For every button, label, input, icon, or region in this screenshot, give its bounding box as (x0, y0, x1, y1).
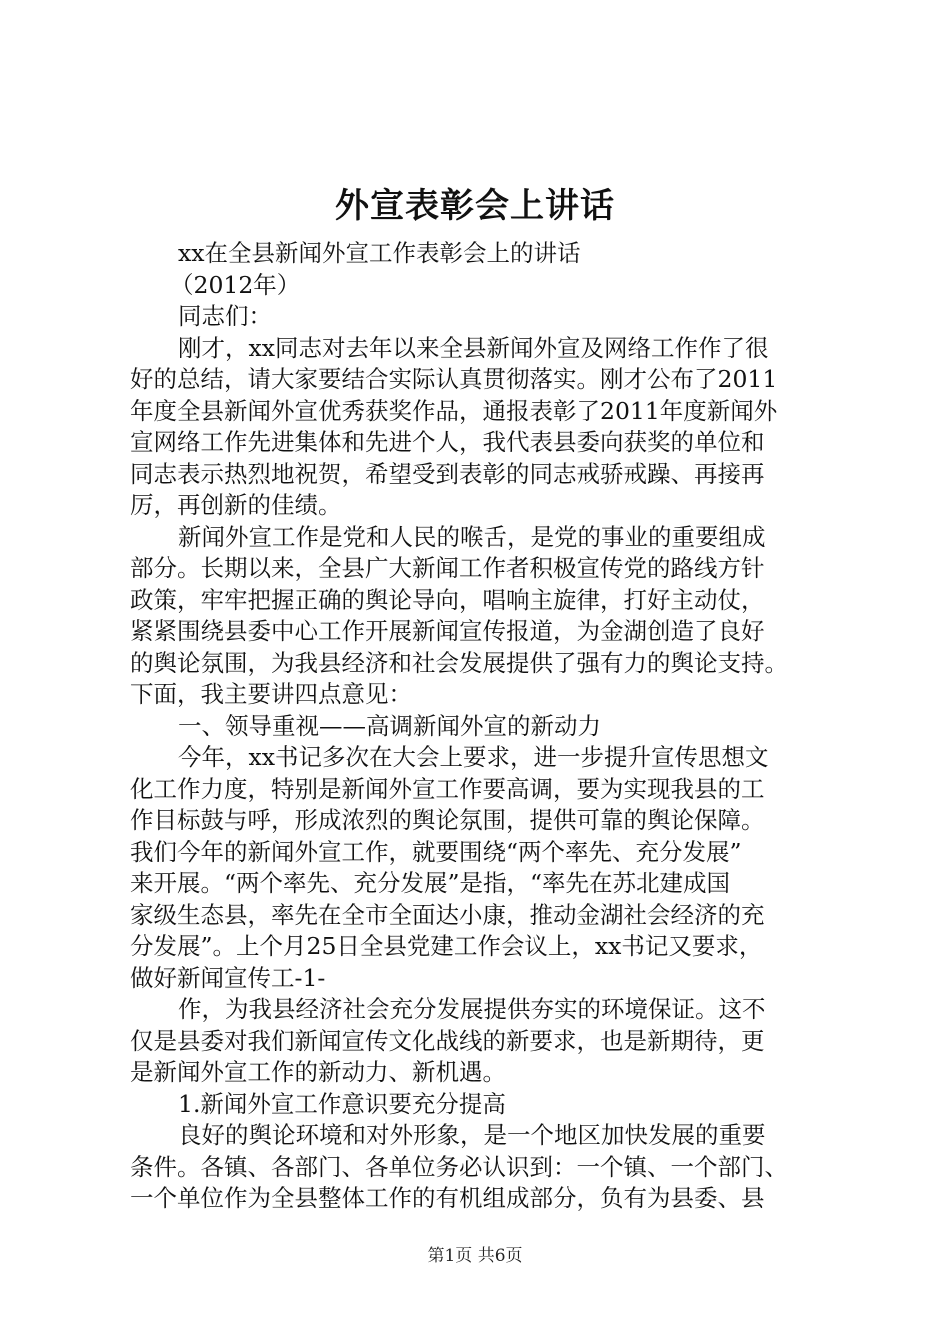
paragraph-line: 紧紧围绕县委中心工作开展新闻宣传报道，为金湖创造了良好 (130, 617, 765, 645)
paragraph-line: 厉，再创新的佳绩。 (130, 491, 342, 519)
subsection-heading: 1.新闻外宣工作意识要充分提高 (178, 1089, 506, 1118)
paragraph-line: 刚才，xx同志对去年以来全县新闻外宣及网络工作作了很 (178, 333, 769, 362)
paragraph-line: 来开展。“两个率先、充分发展”是指，“率先在苏北建成国 (130, 869, 731, 897)
document-body (130, 238, 850, 1215)
section-heading: 一、领导重视——高调新闻外宣的新动力 (178, 711, 601, 740)
paragraph-line: 一个单位作为全县整体工作的有机组成部分，负有为县委、县 (130, 1184, 765, 1212)
paragraph-line: 条件。各镇、各部门、各单位务必认识到：一个镇、一个部门、 (130, 1152, 788, 1181)
paragraph-line: 下面，我主要讲四点意见： (130, 680, 412, 708)
paragraph-line: 我们今年的新闻外宣工作，就要围绕“两个率先、充分发展” (130, 837, 742, 866)
paragraph-line: 新闻外宣工作是党和人民的喉舌，是党的事业的重要组成 (178, 522, 766, 551)
paragraph-line: 家级生态县，率先在全市全面达小康，推动金湖社会经济的充 (130, 900, 765, 929)
year-line: （2012年） (170, 270, 301, 299)
paragraph-line: 作目标鼓与呼，形成浓烈的舆论氛围，提供可靠的舆论保障。 (130, 806, 765, 834)
paragraph-line: 政策，牢牢把握正确的舆论导向，唱响主旋律，打好主动仗， (130, 585, 765, 614)
paragraph-line: 做好新闻宣传工-1- (130, 963, 326, 992)
document-title: 外宣表彰会上讲话 (335, 186, 615, 226)
paragraph-line: 是新闻外宣工作的新动力、新机遇。 (130, 1058, 506, 1086)
paragraph-line: 部分。长期以来，全县广大新闻工作者积极宣传党的路线方针 (130, 554, 765, 582)
paragraph-line: 良好的舆论环境和对外形象，是一个地区加快发展的重要 (178, 1121, 766, 1149)
paragraph-line: 宣网络工作先进集体和先进个人，我代表县委向获奖的单位和 (130, 428, 765, 456)
paragraph-line: 作，为我县经济社会充分发展提供夯实的环境保证。这不 (178, 995, 766, 1023)
paragraph-line: 分发展”。上个月25日全县党建工作会议上，xx书记又要求， (130, 932, 763, 960)
paragraph-line: 年度全县新闻外宣优秀获奖作品，通报表彰了2011年度新闻外 (130, 396, 778, 425)
paragraph-line: 同志表示热烈地祝贺，希望受到表彰的同志戒骄戒躁、再接再 (130, 459, 765, 488)
subtitle-line: xx在全县新闻外宣工作表彰会上的讲话 (178, 239, 581, 267)
page-footer: 第1页 共6页 (427, 1246, 523, 1266)
paragraph-line: 好的总结，请大家要结合实际认真贯彻落实。刚才公布了2011 (130, 365, 778, 393)
paragraph-line: 化工作力度，特别是新闻外宣工作要高调，要为实现我县的工 (130, 774, 765, 803)
paragraph-line: 的舆论氛围，为我县经济和社会发展提供了强有力的舆论支持。 (130, 648, 788, 677)
paragraph-line: 仅是县委对我们新闻宣传文化战线的新要求，也是新期待，更 (130, 1026, 765, 1055)
paragraph-line: 今年，xx书记多次在大会上要求，进一步提升宣传思想文 (178, 743, 769, 771)
salutation-line: 同志们： (178, 302, 272, 330)
